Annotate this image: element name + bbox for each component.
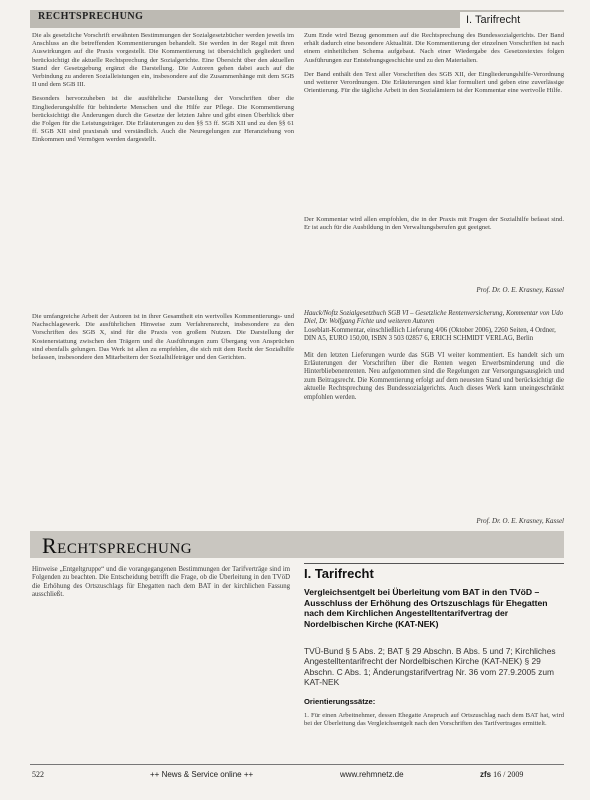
paragraph: Die umfangreiche Arbeit der Autoren ist in ihrer Gesamtheit ein wertvolles Kommentierungs- und Nachschlagewerk. Die ausführlichen Hinweise zum Verfahrensrecht, insbesondere zu den Vorschriften des SGB X, sind für die Praxis von großem Nutzen. Die Darstellung der Kostenerstattung zwischen den Trägern und die Ausführungen zum Übergang von Ansprüchen sind ebenfalls gelungen. Das Werk ist allen zu empfehlen, die sich mit dem Recht der Sozialhilfe befassen, insbesondere den Mitarbeitern der Sozialhilfeträger und den Gerichten. xyxy=(32,313,294,362)
footer-rule xyxy=(30,764,564,765)
footer-brand: ++ News & Service online ++ xyxy=(150,770,254,779)
reviewer-signature: Prof. Dr. O. E. Krasney, Kassel xyxy=(476,286,564,294)
running-head-topic: I. Tarifrecht xyxy=(460,12,564,28)
orientation-heading: Orientierungssätze: xyxy=(304,697,376,706)
paragraph: Der Kommentar wird allen empfohlen, die in der Praxis mit Fragen der Sozialhilfe befasst sind. Er ist auch für die Ausbildung in den Verwaltungsberufen gut geeignet. xyxy=(304,216,564,232)
case-title: Vergleichsentgelt bei Überleitung vom BAT in den TVöD – Ausschluss der Erhöhung des Ortszuschlags für Ehegatten nach dem Kirchlichen Angestelltentarifvertrag der Nordelbischen Kirche (KAT-NEK) xyxy=(304,587,548,629)
subsection-heading: I. Tarifrecht xyxy=(304,566,374,581)
section-title: Rechtsprechung xyxy=(42,533,193,558)
book-details: Loseblatt-Kommentar, einschließlich Lieferung 4/06 (Oktober 2006), 2260 Seiten, 4 Ordner, DIN A5, EURO 150,00, ISBN 3 503 02857 6, ERICH SCHMIDT VERLAG, Berlin xyxy=(304,326,556,343)
footer-url[interactable]: www.rehmnetz.de xyxy=(340,770,404,779)
paragraph: Besonders hervorzuheben ist die ausführliche Darstellung der Vorschriften über die Eingliederungshilfe für behinderte Menschen und die Hilfe zur Pflege. Die Kommentierung berücksichtigt die Änderungen durch die Gesetze der letzten Jahre und gibt einen Überblick über die Folgen für die Leistungsträger. Die Erläuterungen zu den §§ 53 ff. SGB XII und zu den §§ 61 ff. SGB XII sind praxisnah und verständlich. Auch die Neuregelungen zur Heranziehung von Einkommen und Vermögen werden dargestellt. xyxy=(32,95,294,144)
paragraph: Der Band enthält den Text aller Vorschriften des SGB XII, der Eingliederungshilfe-Verordnung und weiterer Verordnungen. Die Erläuterungen sind klar formuliert und geben eine zuverlässige Orientierung. Für die tägliche Arbeit in den Sozialämtern ist der Kommentar eine wertvolle Hilfe. xyxy=(304,70,564,95)
left-column-bottom xyxy=(32,566,290,636)
left-column-middle xyxy=(32,313,294,525)
book-review-text: Mit den letzten Lieferungen wurde das SGB VI weiter kommentiert. Es handelt sich um Erläuterungen der Vorschriften über die Renten wegen Erwerbsminderung und die Hinterbliebenenrenten. Neu aufgenommen sind die Regelungen zur Versorgungsausgleich und zum Beitragsrecht. Die Kommentierung erfolgt auf dem neuesten Stand und berücksichtigt die aktuelle Rechtsprechung des Bundessozialgerichts. Auch dieses Werk kann uneingeschränkt empfohlen werden. xyxy=(304,351,564,401)
book-review xyxy=(304,310,564,402)
section-rule xyxy=(304,563,564,564)
left-column-top xyxy=(32,32,294,304)
reviewer-signature: Prof. Dr. O. E. Krasney, Kassel xyxy=(476,517,564,525)
journal-name: zfs xyxy=(480,770,492,779)
case-reference: TVÜ-Bund § 5 Abs. 2; BAT § 29 Abschn. B Abs. 5 und 7; Kirchliches Angestelltentarifrecht der Nordelbischen Kirche (KAT-NEK) § 29 Abschn. C Abs. 1; Änderungstarifvertrag Nr. 36 vom 27.9.2005 zum KAT-NEK xyxy=(304,646,556,688)
paragraph: Hinweise „Entgeltgruppe“ und die vorangegangenen Bestimmungen der Tarifverträge sind im Folgenden zu beachten. Die Entscheidung betrifft die Frage, ob die Überleitung in den TVöD die Erhöhung des Ortszuschlags für Ehegatten nach dem BAT in der kirchlichen Fassung ausschließt. xyxy=(32,566,290,599)
footer-issue xyxy=(480,770,523,779)
issue-number: 16 / 2009 xyxy=(493,770,524,779)
right-column-middle xyxy=(304,216,564,284)
book-title: Hauck/Noftz Sozialgesetzbuch SGB VI – Gesetzliche Rentenversicherung, Kommentar von Udo Diel, Dr. Wolfgang Fichte und weiteren Autoren xyxy=(304,310,563,326)
running-head-section: RECHTSPRECHUNG xyxy=(38,11,144,22)
orientation-text: 1. Für einen Arbeitnehmer, dessen Ehegatte Anspruch auf Ortszuschlag nach dem BAT hat, wird bei der Überleitung das Vergleichsentgelt nach den Vorschriften des Tarifvertrages ermittelt. xyxy=(304,712,564,728)
paragraph: Zum Ende wird Bezug genommen auf die Rechtsprechung des Bundessozialgerichts. Der Band erhält dadurch eine besondere Aktualität. Die Kommentierung der einzelnen Vorschriften ist nach einem einheitlichen Schema aufgebaut. Nach einer Wiedergabe des Gesetzestextes folgen Ausführungen zur Entstehungsgeschichte und zu den Materialien. xyxy=(304,32,564,64)
page-number: 522 xyxy=(32,770,44,779)
paragraph: Die als gesetzliche Vorschrift erwähnten Bestimmungen der Sozialgesetzbücher werden jeweils im Anschluss an die betreffenden Kommentierungen behandelt. Sie werden in der Regel mit ihren Auswirkungen auf die Praxis vorgestellt. Die Kommentierung ist übersichtlich gegliedert und berücksichtigt die aktuelle Rechtsprechung der Sozialgerichte. Eine Übersicht über den aktuellen Stand der Gesetzgebung ergänzt die Darstellung. Die Autoren gehen dabei auch auf die Verbindung zu anderen Sozialleistungen ein, insbesondere auf die Zusammenhänge mit dem SGB II und dem SGB III. xyxy=(32,32,294,89)
right-column-top xyxy=(304,32,564,212)
